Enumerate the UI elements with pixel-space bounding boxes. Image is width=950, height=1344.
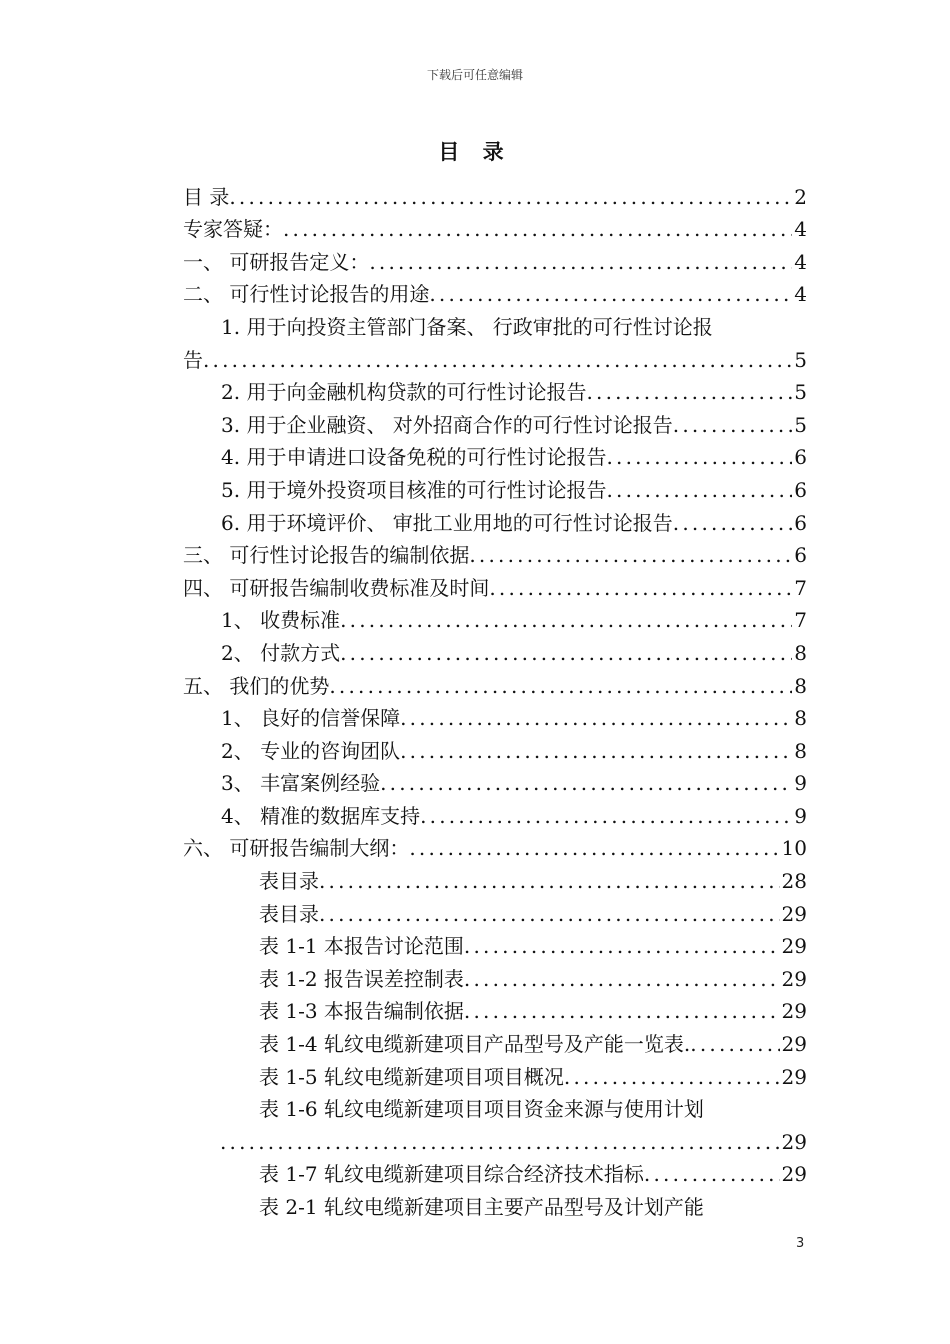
toc-entry-title: 2、 付款方式 <box>221 640 341 665</box>
toc-entry-page: 28 <box>781 869 807 894</box>
toc-leader-dots <box>420 806 792 826</box>
toc-entry-title: 6. 用于环境评价、 审批工业用地的可行性讨论报告 <box>221 510 673 535</box>
toc-leader-dots <box>564 1067 780 1087</box>
toc-entry-title: 3、 丰富案例经验 <box>221 771 381 796</box>
toc-entry[interactable] <box>183 469 807 502</box>
toc-entry[interactable] <box>183 860 807 893</box>
toc-entry-title: 1. 用于向投资主管部门备案、 行政审批的可行性讨论报 <box>221 314 713 339</box>
toc-entry-title: 五、 我们的优势 <box>183 673 330 698</box>
toc-entry-page: 29 <box>781 1032 807 1057</box>
toc-entry[interactable] <box>183 1154 807 1187</box>
toc-leader-dots <box>229 187 792 207</box>
toc-entry-page: 6 <box>794 477 807 502</box>
toc-entry[interactable] <box>183 372 807 405</box>
toc-entry[interactable] <box>183 241 807 274</box>
toc-entry[interactable] <box>183 958 807 991</box>
toc-entry-title: 二、 可行性讨论报告的用途 <box>183 282 430 307</box>
toc-entry-title: 表 1-7 轧纹电缆新建项目综合经济技术指标 <box>259 1162 644 1187</box>
toc-entry-title: 1、 良好的信誉保障 <box>221 706 401 731</box>
toc-entry-title: 表 1-2 报告误差控制表 <box>259 966 464 991</box>
toc-entry[interactable] <box>183 176 807 209</box>
toc-entry-page: 4 <box>794 249 807 274</box>
toc-entry-title: 表 1-4 轧纹电缆新建项目产品型号及产能一览表. <box>259 1032 691 1057</box>
toc-entry-title: 专家答疑： <box>183 217 283 242</box>
toc-leader-dots <box>329 676 792 696</box>
toc-entry[interactable] <box>183 339 807 372</box>
toc-entry-title: 表 2-1 轧纹电缆新建项目主要产品型号及计划产能 <box>259 1195 704 1219</box>
toc-leader-dots <box>340 643 792 663</box>
toc-leader-dots <box>489 578 792 598</box>
toc-leader-dots <box>380 773 792 793</box>
toc-leader-dots <box>606 480 792 500</box>
toc-entry-title: 表 1-5 轧纹电缆新建项目项目概况 <box>259 1064 564 1089</box>
toc-entry-page: 6 <box>794 445 807 470</box>
toc-entry[interactable] <box>183 274 807 307</box>
toc-leader-dots <box>644 1164 780 1184</box>
toc-entry[interactable] <box>183 1186 807 1219</box>
toc-entry-page: 29 <box>781 966 807 991</box>
toc-entry-page: 8 <box>794 640 807 665</box>
toc-leader-dots <box>340 610 792 630</box>
toc-entry[interactable] <box>183 209 807 242</box>
toc-leader-dots <box>409 838 779 858</box>
toc-leader-dots <box>400 708 792 728</box>
toc-entry-title: 表 1-3 本报告编制依据 <box>259 999 464 1024</box>
toc-entry-title: 四、 可研报告编制收费标准及时间 <box>183 575 490 600</box>
toc-entry-title: 告 <box>183 347 203 372</box>
toc-leader-dots <box>690 1034 779 1054</box>
toc-entry[interactable] <box>183 1023 807 1056</box>
toc-entry-page: 4 <box>794 217 807 242</box>
toc-entry-page: 10 <box>781 836 807 861</box>
toc-entry-page: 5 <box>794 347 807 372</box>
toc-entry[interactable] <box>183 1056 807 1089</box>
toc-entry[interactable] <box>183 567 807 600</box>
toc-entry-page: 2 <box>794 184 807 209</box>
toc-leader-dots <box>606 447 792 467</box>
page-number: 3 <box>796 1236 805 1251</box>
toc-entry-title: 表目录 <box>259 901 319 926</box>
toc-leader-dots <box>429 284 792 304</box>
toc-entry-title: 表 1-6 轧纹电缆新建项目项目资金来源与使用计划 <box>259 1097 704 1122</box>
toc-leader-dots <box>283 219 792 239</box>
toc-entry[interactable] <box>183 698 807 731</box>
toc-entry-title: 一、 可研报告定义： <box>183 249 370 274</box>
toc-entry-title: 2、 专业的咨询团队 <box>221 738 401 763</box>
toc-leader-dots <box>469 545 792 565</box>
toc-entry[interactable] <box>183 1121 807 1154</box>
toc-entry[interactable] <box>183 828 807 861</box>
toc-entry[interactable] <box>183 730 807 763</box>
toc-entry-title: 表目录 <box>259 869 319 894</box>
table-of-contents <box>183 176 807 1219</box>
toc-entry[interactable] <box>183 535 807 568</box>
toc-entry-title: 目 录 <box>183 184 230 209</box>
toc-entry-title: 5. 用于境外投资项目核准的可行性讨论报告 <box>221 477 607 502</box>
toc-entry[interactable] <box>183 1089 807 1122</box>
toc-entry[interactable] <box>183 991 807 1024</box>
toc-entry[interactable] <box>183 893 807 926</box>
toc-entry-page: 8 <box>794 738 807 763</box>
toc-entry[interactable] <box>183 404 807 437</box>
toc-leader-dots <box>464 1001 780 1021</box>
toc-leader-dots <box>464 936 780 956</box>
toc-entry-title: 1、 收费标准 <box>221 608 341 633</box>
toc-entry[interactable] <box>183 795 807 828</box>
toc-entry[interactable] <box>183 763 807 796</box>
toc-entry-title: 4. 用于申请进口设备免税的可行性讨论报告 <box>221 445 607 470</box>
toc-entry-page: 5 <box>794 380 807 405</box>
toc-entry-page: 29 <box>781 1162 807 1187</box>
toc-entry-title: 3. 用于企业融资、 对外招商合作的可行性讨论报告 <box>221 412 673 437</box>
toc-entry-page: 7 <box>794 575 807 600</box>
toc-entry-page: 9 <box>794 803 807 828</box>
toc-entry-title: 2. 用于向金融机构贷款的可行性讨论报告 <box>221 380 587 405</box>
toc-entry-title: 六、 可研报告编制大纲： <box>183 836 410 861</box>
toc-leader-dots <box>464 969 780 989</box>
toc-entry-page: 6 <box>794 510 807 535</box>
toc-leader-dots <box>319 871 780 891</box>
toc-entry-page: 4 <box>794 282 807 307</box>
toc-entry-page: 5 <box>794 412 807 437</box>
toc-entry-title: 4、 精准的数据库支持 <box>221 803 421 828</box>
toc-leader-dots <box>586 382 792 402</box>
toc-entry-page: 29 <box>781 934 807 959</box>
toc-leader-dots <box>673 513 792 533</box>
toc-entry[interactable] <box>183 437 807 470</box>
toc-leader-dots <box>203 350 792 370</box>
toc-entry-title: 表 1-1 本报告讨论范围 <box>259 934 464 959</box>
header-note: 下载后可任意编辑 <box>426 68 523 82</box>
toc-entry[interactable] <box>183 306 807 339</box>
toc-entry-page: 29 <box>781 901 807 926</box>
toc-entry[interactable] <box>183 926 807 959</box>
toc-entry[interactable] <box>183 632 807 665</box>
toc-entry-page: 29 <box>781 1064 807 1089</box>
toc-entry-page: 6 <box>794 543 807 568</box>
toc-entry[interactable] <box>183 600 807 633</box>
toc-entry-page: 7 <box>794 608 807 633</box>
toc-entry-page: 9 <box>794 771 807 796</box>
toc-entry-page: 8 <box>794 706 807 731</box>
toc-entry[interactable] <box>183 665 807 698</box>
toc-leader-dots <box>673 415 792 435</box>
page-title: 目 录 <box>438 139 512 164</box>
toc-leader-dots <box>369 252 792 272</box>
toc-leader-dots <box>220 1132 780 1152</box>
toc-leader-dots <box>400 741 792 761</box>
toc-entry-title: 三、 可行性讨论报告的编制依据 <box>183 543 470 568</box>
toc-entry-page: 29 <box>781 999 807 1024</box>
toc-leader-dots <box>319 904 780 924</box>
toc-entry[interactable] <box>183 502 807 535</box>
toc-entry-page: 29 <box>781 1129 807 1154</box>
toc-entry-page: 8 <box>794 673 807 698</box>
